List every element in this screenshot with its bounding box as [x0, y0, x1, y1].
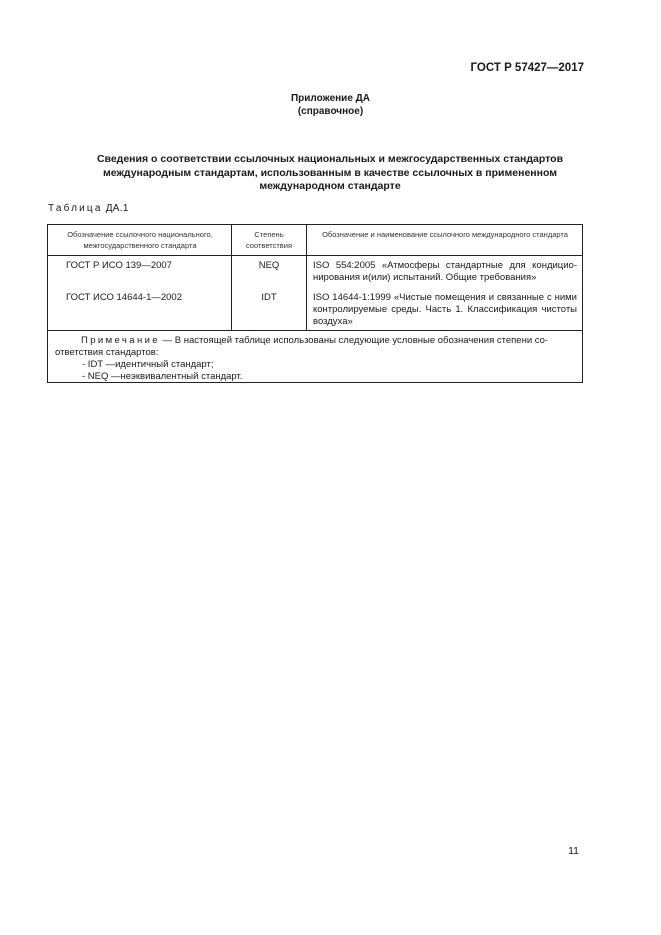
note-label: Примечание [81, 335, 160, 346]
table-label-word: Таблица [48, 203, 103, 214]
note-item: - NEQ —неэквивалентный стандарт. [82, 371, 243, 382]
note-divider [48, 330, 582, 331]
table-cell-degree: IDT [261, 292, 277, 303]
annex-title: Приложение ДА [290, 93, 371, 104]
correspondence-table [47, 224, 583, 383]
table-cell-standard: ГОСТ Р ИСО 139—2007 [66, 260, 172, 271]
annex-header [0, 92, 661, 118]
column-header-international: Обозначение и наименование ссылочного международного стандарта [322, 230, 568, 239]
table-cell-degree: NEQ [258, 260, 280, 271]
column-divider [231, 225, 232, 330]
table-label [48, 203, 129, 214]
note-item: - IDT —идентичный стандарт; [82, 359, 214, 370]
header-divider [48, 255, 582, 256]
note-text: — В настоящей таблице использованы следующие условные обозначения степени соответствия стандартов: [55, 335, 549, 358]
table-label-number: ДА.1 [105, 203, 129, 214]
column-header-standard: Обозначение ссылочного национального, межгосударственного стандарта [67, 230, 213, 250]
page-number: 11 [568, 845, 579, 857]
document-code: ГОСТ Р 57427—2017 [470, 62, 584, 74]
table-cell-international: ISO 554:2005 «Атмосферы стандартные для кондиционирования и(или) испытаний. Общие требования» [313, 260, 577, 283]
table-cell-standard: ГОСТ ИСО 14644-1—2002 [66, 292, 182, 303]
table-cell-international: ISO 14644-1:1999 «Чистые помещения и связанные с ними контролируемые среды. Часть 1. Классификация чистоты воздуха» [313, 292, 577, 327]
column-header-degree: Степень соответствия [245, 230, 293, 250]
section-heading: Сведения о соответствии ссылочных национальных и межгосударственных стандартов международным стандартам, использованным в качестве ссылочных в примененном международном стандарте [96, 153, 564, 192]
column-divider [306, 225, 307, 330]
table-note [55, 335, 575, 383]
annex-subtitle: (справочное) [297, 106, 364, 117]
